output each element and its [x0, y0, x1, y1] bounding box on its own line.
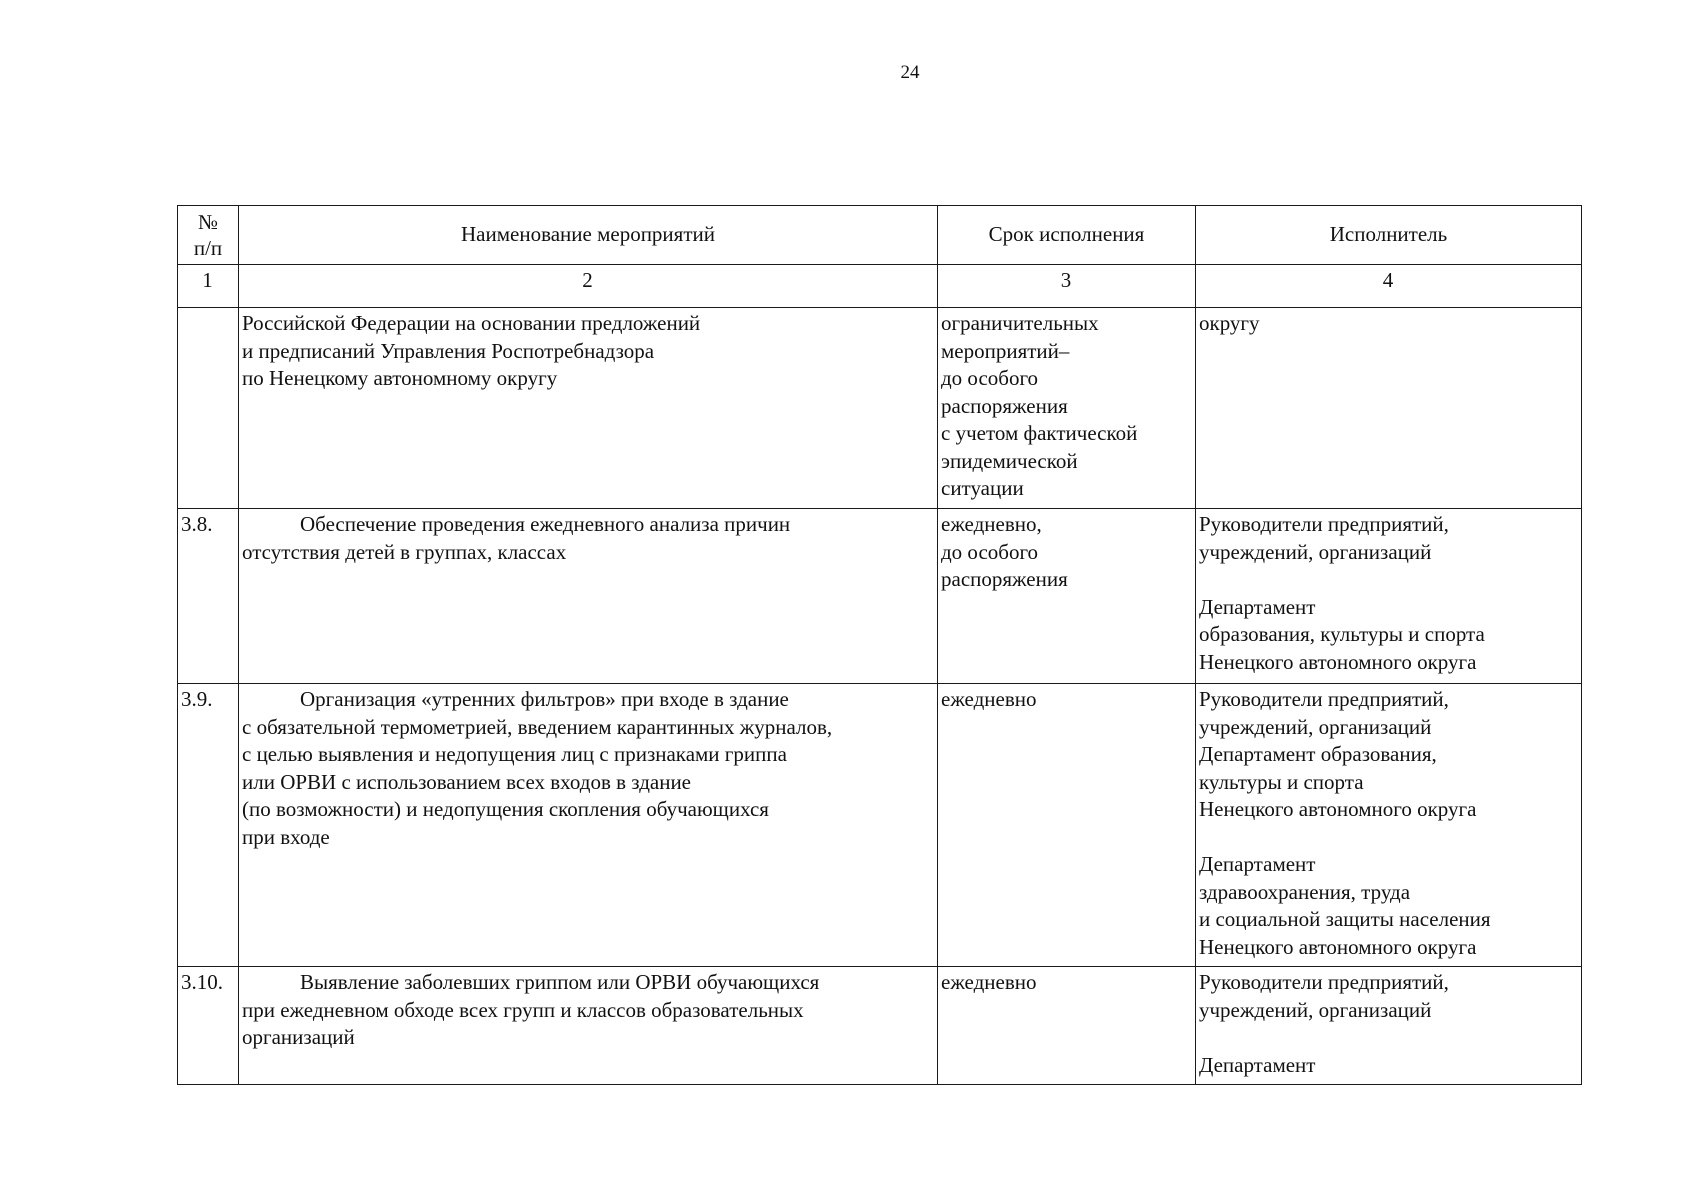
executor-cell [1196, 308, 1582, 509]
cell-text-line: и предписаний Управления Роспотребнадзора [242, 338, 655, 363]
column-number: 4 [1196, 265, 1582, 308]
cell-text-line: ежедневно, [941, 512, 1042, 536]
cell-text-line: мероприятий– [941, 338, 1070, 363]
cell-text-line: эпидемической [941, 448, 1078, 473]
measure-name-cell [239, 308, 938, 509]
cell-text-line: образования, культуры и спорта [1199, 622, 1485, 646]
cell-text-line: с обязательной термометрией, введением карантинных журналов, [242, 714, 833, 739]
column-number: 1 [178, 265, 239, 308]
deadline-cell [938, 967, 1196, 1085]
table-row [178, 308, 1582, 509]
deadline-cell [938, 684, 1196, 967]
cell-text-line: распоряжения [941, 567, 1068, 591]
cell-text-line: Обеспечение проведения ежедневного анализа причин [300, 512, 791, 536]
cell-text-line: Департамент [1199, 594, 1316, 619]
measures-table [177, 205, 1582, 1085]
cell-text-line: Департамент [1199, 1052, 1316, 1077]
cell-text-line: с учетом фактической [941, 421, 1138, 445]
deadline-cell [938, 308, 1196, 509]
cell-text-line: культуры и спорта [1199, 769, 1364, 794]
header-num-symbol: № [197, 210, 219, 234]
cell-text-line: отсутствия детей в группах, классах [242, 539, 567, 564]
cell-text-line: ежедневно [941, 970, 1037, 994]
cell-text-line: ситуации [941, 476, 1024, 500]
cell-text-line: при входе [242, 824, 330, 849]
cell-text-line: Департамент [1199, 852, 1316, 876]
cell-text-line: округу [1199, 311, 1260, 335]
table-body [178, 206, 1582, 1085]
header-deadline: Срок исполнения [938, 206, 1196, 265]
cell-text-line: при ежедневном обходе всех групп и классов образовательных [242, 997, 804, 1022]
cell-text-line: учреждений, организаций [1199, 997, 1432, 1022]
cell-text-line: по Ненецкому автономному округу [242, 366, 558, 390]
cell-text-line: ежедневно [941, 687, 1037, 711]
cell-text-line: учреждений, организаций [1199, 539, 1432, 564]
cell-text-line: до особого [941, 539, 1039, 564]
cell-text-line: Ненецкого автономного округа [1199, 797, 1477, 821]
row-number-cell [178, 308, 239, 509]
cell-text-line: ограничительных [941, 311, 1099, 335]
cell-text-line: Руководители предприятий, [1199, 970, 1449, 994]
cell-text-line: Выявление заболевших гриппом или ОРВИ обучающихся [300, 970, 820, 994]
cell-text-line: Ненецкого автономного округа [1199, 934, 1477, 959]
cell-text-line: организаций [242, 1025, 355, 1049]
column-numbers-row [178, 265, 1582, 308]
deadline-cell [938, 509, 1196, 684]
cell-text-line: распоряжения [941, 393, 1068, 418]
measure-name-cell [239, 967, 938, 1085]
cell-text-line: с целью выявления и недопущения лиц с признаками гриппа [242, 742, 787, 766]
cell-text-line: или ОРВИ с использованием всех входов в здание [242, 769, 691, 794]
table-row [178, 509, 1582, 684]
header-row [178, 206, 1582, 265]
cell-text-line: (по возможности) и недопущения скопления обучающихся [242, 797, 769, 821]
header-num [178, 206, 239, 265]
blank-line [1199, 566, 1577, 594]
measure-name-cell [239, 684, 938, 967]
blank-line [1199, 824, 1577, 852]
row-number-cell: 3.8. [178, 509, 239, 684]
executor-cell [1196, 684, 1582, 967]
cell-text-line: Руководители предприятий, [1199, 687, 1449, 711]
column-number: 2 [239, 265, 938, 308]
cell-text-line: здравоохранения, труда [1199, 879, 1411, 904]
measure-name-cell [239, 509, 938, 684]
page-number: 24 [900, 62, 920, 83]
row-number-cell: 3.9. [178, 684, 239, 967]
blank-line [1199, 1024, 1577, 1052]
column-number: 3 [938, 265, 1196, 308]
cell-text-line: до особого [941, 366, 1039, 390]
cell-text-line: Российской Федерации на основании предложений [242, 311, 701, 335]
cell-text-line: Департамент образования, [1199, 742, 1437, 766]
header-executor: Исполнитель [1196, 206, 1582, 265]
table-row [178, 684, 1582, 967]
cell-text-line: Руководители предприятий, [1199, 512, 1449, 536]
cell-text-line: Ненецкого автономного округа [1199, 649, 1477, 674]
header-num-abbr: п/п [193, 236, 223, 260]
header-name: Наименование мероприятий [239, 206, 938, 265]
cell-text-line: учреждений, организаций [1199, 714, 1432, 739]
cell-text-line: и социальной защиты населения [1199, 907, 1491, 931]
table-row [178, 967, 1582, 1085]
cell-text-line: Организация «утренних фильтров» при входе в здание [300, 687, 789, 711]
row-number-cell: 3.10. [178, 967, 239, 1085]
executor-cell [1196, 509, 1582, 684]
executor-cell [1196, 967, 1582, 1085]
